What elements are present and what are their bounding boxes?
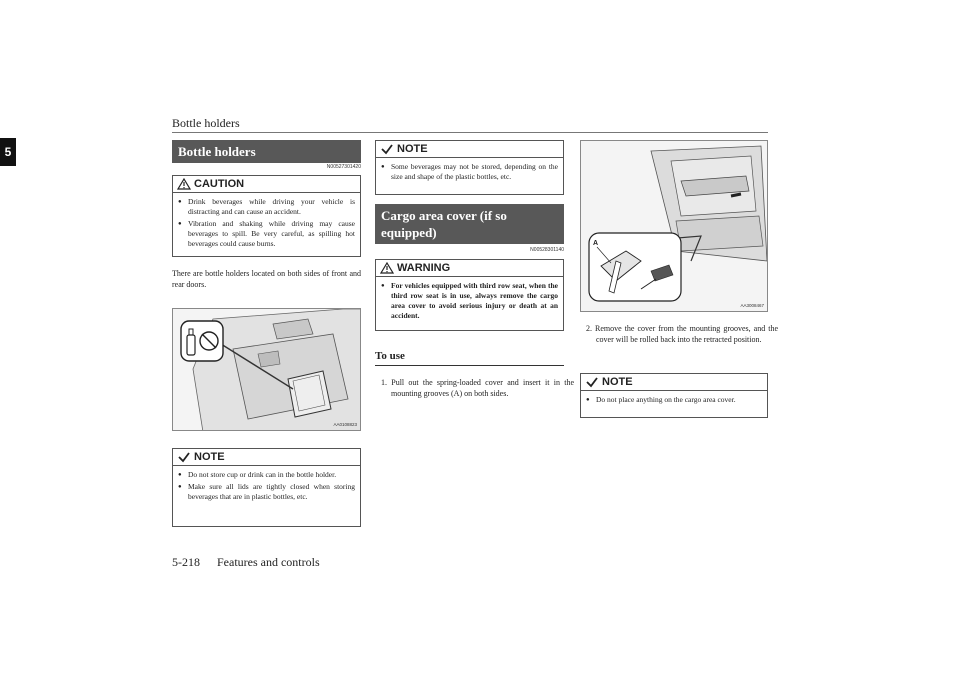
door-illustration: [173, 309, 361, 431]
note-item: ● Do not store cup or drink can in the bottle holder.: [178, 470, 355, 480]
caution-label: CAUTION: [194, 178, 245, 190]
figure-code: AA3008467: [740, 303, 764, 308]
note-item: ● Make sure all lids are tightly closed when storing beverages that are in plastic bottles, etc.: [178, 482, 355, 502]
note-box: [580, 373, 768, 418]
warning-item: ● For vehicles equipped with third row seat, when the third row seat is in use, always remove the cargo area cover to avoid serious injury or death at an accident.: [381, 281, 558, 321]
note-header: [173, 449, 360, 466]
note-label: NOTE: [194, 451, 225, 463]
note-item: ● Do not place anything on the cargo area cover.: [586, 395, 762, 405]
figure-door-bottle-holder: [172, 308, 361, 431]
caution-box: [172, 175, 361, 257]
warning-box: [375, 259, 564, 331]
note-label: NOTE: [602, 376, 633, 388]
body-paragraph: There are bottle holders located on both sides of front and rear doors.: [172, 269, 361, 289]
warning-label: WARNING: [397, 262, 451, 274]
note-pen-icon: [177, 451, 191, 463]
page-number: 5-218: [172, 555, 200, 569]
caution-item: ● Vibration and shaking while driving may cause beverages to spill. Be very careful, as spilling hot beverages could cause burns.: [178, 219, 355, 249]
warning-header: [376, 260, 563, 277]
chapter-tab: 5: [0, 138, 16, 166]
step-1: 1. Pull out the spring-loaded cover and insert it in the mounting grooves (A) on both sides.: [381, 378, 574, 398]
cargo-area-illustration: [581, 141, 768, 312]
figure-code: AA0108823: [333, 422, 357, 427]
page-footer: [172, 555, 320, 570]
note-header: [581, 374, 767, 391]
caution-item: ● Drink beverages while driving your vehicle is distracting and can cause an accident.: [178, 197, 355, 217]
note-box: [375, 140, 564, 195]
running-header: Bottle holders: [172, 116, 240, 130]
note-header: [376, 141, 563, 158]
footer-section: Features and controls: [217, 555, 320, 569]
warning-triangle-icon: [177, 178, 191, 190]
note-label: NOTE: [397, 143, 428, 155]
caution-header: [173, 176, 360, 193]
section-code: N00527301420: [326, 164, 361, 170]
figure-label-a: A: [593, 240, 599, 247]
subheading-to-use: To use: [375, 350, 564, 366]
figure-cargo-cover: [580, 140, 768, 312]
note-pen-icon: [380, 143, 394, 155]
note-box: [172, 448, 361, 527]
section-title-bottle-holders: Bottle holders: [172, 140, 361, 163]
section-code: N00528301140: [530, 247, 564, 253]
warning-triangle-icon: [380, 262, 394, 274]
header-rule: [172, 132, 768, 133]
step-2: 2. Remove the cover from the mounting grooves, and the cover will be rolled back into the retracted position.: [586, 324, 778, 344]
note-item: ● Some beverages may not be stored, depending on the size and shape of the plastic bottles, etc.: [381, 162, 558, 182]
note-pen-icon: [585, 376, 599, 388]
section-title-cargo-area-cover: Cargo area cover (if so equipped): [375, 204, 564, 244]
